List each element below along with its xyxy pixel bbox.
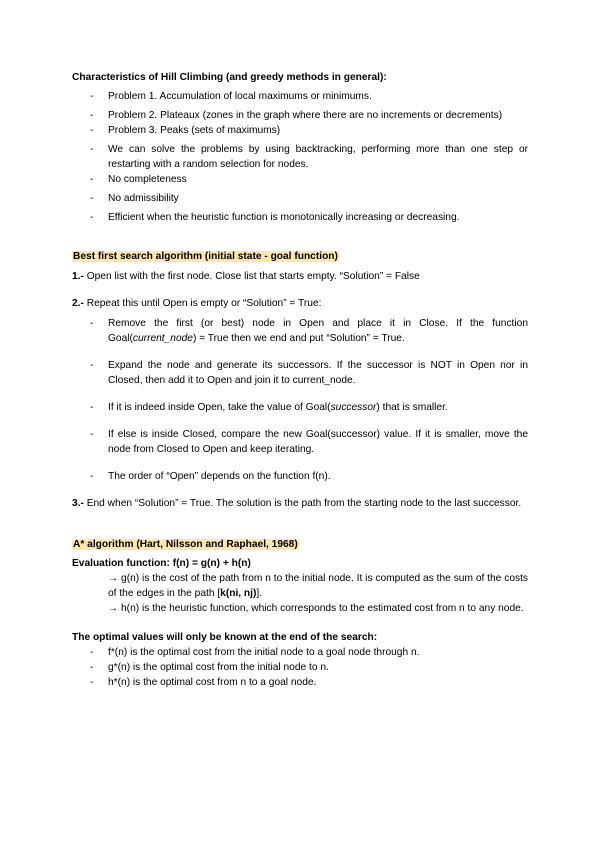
eval-formula: f(n) = g(n) + h(n): [172, 558, 251, 569]
optimal-list: [72, 645, 528, 690]
hill-climbing-list: [72, 89, 528, 225]
list-item: - Problem 3. Peaks (sets of maximums): [72, 123, 528, 138]
step-text: End when “Solution” = True. The solution is the path from the starting node to the last successor.: [83, 498, 522, 509]
text-run: ].: [256, 588, 263, 599]
bfs-step-2: [72, 296, 528, 311]
list-item: - No admissibility: [72, 191, 528, 206]
italic-run: current_node: [132, 333, 193, 344]
astar-heading-row: [72, 537, 528, 552]
step-number: 3.-: [72, 498, 84, 509]
text-run: Remove the first (or best) node in Open and place it in Close. If the function Goal(: [108, 318, 528, 344]
list-item: - Problem 2. Plateaux (zones in the graph where there are no increments or decrements): [72, 108, 528, 123]
text-run: ) = True then we end and put “Solution” = True.: [192, 333, 405, 344]
optimal-heading: The optimal values will only be known at the end of the search:: [72, 632, 378, 643]
bfs-step-3: [72, 496, 528, 511]
bfs-step-1: [72, 269, 528, 284]
h-definition: → h(n) is the heuristic function, which corresponds to the estimated cost from n to any node.: [108, 603, 524, 614]
document-page: [72, 70, 528, 690]
step-text: Open list with the first node. Close list that starts empty. “Solution” = False: [83, 271, 420, 282]
list-item: - We can solve the problems by using backtracking, performing more than one step or restarting with a random selection for nodes.: [72, 142, 528, 172]
text-run: → g(n) is the cost of the path from n to the initial node. It is computed as the sum of the costs of the edges in the path [: [108, 573, 528, 599]
italic-run: successor: [330, 402, 377, 413]
astar-heading: A* algorithm (Hart, Nilsson and Raphael, 1968): [73, 539, 298, 550]
list-item: [72, 400, 528, 415]
bfs-substeps: [72, 316, 528, 484]
g-definition: [72, 571, 528, 601]
list-item: - h*(n) is the optimal cost from n to a goal node.: [72, 675, 528, 690]
evaluation-function: [72, 556, 528, 571]
text-run: ) that is smaller.: [376, 402, 448, 413]
list-item: - No completeness: [72, 172, 528, 187]
step-number: 2.-: [72, 298, 84, 309]
bfs-heading-row: [72, 249, 528, 264]
hill-climbing-heading: Characteristics of Hill Climbing (and greedy methods in general):: [72, 72, 387, 83]
list-item: - If else is inside Closed, compare the new Goal(successor) value. If it is smaller, move the node from Closed to Open and keep iterating.: [72, 427, 528, 457]
list-item: - Efficient when the heuristic function is monotonically increasing or decreasing.: [72, 210, 528, 225]
list-item: [72, 316, 528, 346]
step-text: Repeat this until Open is empty or “Solution” = True:: [83, 298, 322, 309]
list-item: - f*(n) is the optimal cost from the initial node to a goal node through n.: [72, 645, 528, 660]
eval-label: Evaluation function:: [72, 558, 173, 569]
step-number: 1.-: [72, 271, 84, 282]
bfs-heading: Best first search algorithm (initial state - goal function): [73, 251, 338, 262]
list-item: - The order of “Open” depends on the function f(n).: [72, 469, 528, 484]
list-item: - g*(n) is the optimal cost from the initial node to n.: [72, 660, 528, 675]
list-item: - Expand the node and generate its successors. If the successor is NOT in Open nor in Closed, then add it to Open and join it to current_node.: [72, 358, 528, 388]
list-item: - Problem 1. Accumulation of local maximums or minimums.: [72, 89, 528, 104]
text-run: If it is indeed inside Open, take the value of Goal(: [108, 402, 331, 413]
bold-run: k(ni, nj): [220, 588, 257, 599]
